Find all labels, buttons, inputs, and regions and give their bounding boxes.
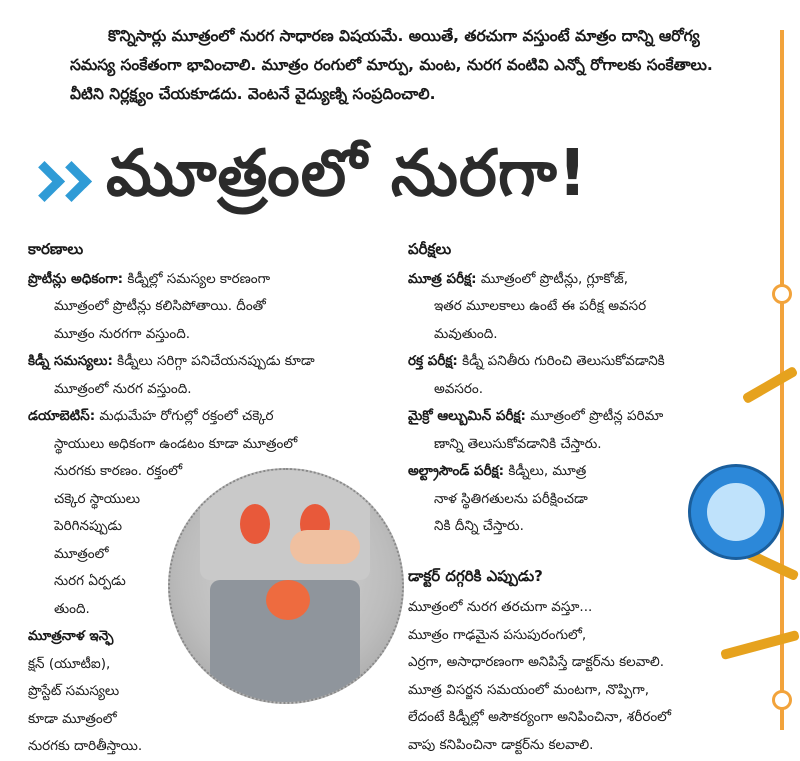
decorative-branch (742, 366, 799, 405)
intro-paragraph (70, 22, 750, 109)
doctor-heading: డాక్టర్ దగ్గరికి ఎప్పుడు? (408, 566, 543, 585)
decorative-ring-icon (772, 690, 792, 710)
page-title: మూత్రంలో నురగా! (106, 136, 588, 211)
cause-item: డయాబెటిస్: మధుమేహ రోగుల్లో రక్తంలో చక్కెర స్థాయులు అధికంగా ఉండటం కూడా మూత్రంలో నురగకు కారణం. రక్తంలో చక్కెర స్థాయులు పెరిగినప్పుడు మూత్రంలో నురగ ఏర్పడు తుంది. (28, 408, 298, 617)
doctor-line: ఎర్రగా, అసాధారణంగా అనిపిస్తే డాక్టర్‌ను కలవాలి. (408, 654, 665, 670)
bladder-icon (266, 580, 310, 620)
doctor-line: మూత్రం గాఢమైన పసుపురంగులో, (408, 626, 587, 643)
headline (30, 132, 770, 230)
cause-item: మూత్రనాళ ఇన్ఫె క్షన్ (యూటీఐ), ప్రొస్టేట్ సమస్యలు కూడా మూత్రంలో నురగకు దారితీస్తాయి. (28, 628, 143, 754)
decorative-ring-icon (772, 284, 792, 304)
test-item: మైక్రో ఆల్బుమిన్ పరీక్ష: మూత్రంలో ప్రొటీన్ల పరిమా ణాన్ని తెలుసుకోవడానికి చేస్తారు. (408, 408, 664, 452)
intro-text: కొన్నిసార్లు మూత్రంలో నురగ సాధారణ విషయమే. అయితే, తరచుగా వస్తుంటే మాత్రం దాన్ని ఆరోగ్య సమస్య సంకేతంగా భావించాలి. మూత్రం రంగులో మార్పు, మంట, నురగ వంటివి ఎన్నో రోగాలకు సంకేతాలు. వీటిని నిర్లక్ష్యం చేయకూడదు. వెంటనే వైద్యుణ్ని సంప్రదించాలి. (70, 27, 713, 103)
test-item: మూత్ర పరీక్ష: మూత్రంలో ప్రొటీన్లు, గ్లూకోజ్, ఇతర మూలకాలు ఉంటే ఈ పరీక్ష అవసర మవుతుంది. (408, 270, 647, 342)
tests-heading: పరీక్షలు (408, 240, 452, 258)
causes-heading: కారణాలు (28, 240, 84, 258)
doctor-line: వాపు కనిపించినా డాక్టర్‌ను కలవాలి. (408, 736, 594, 753)
cause-item: కిడ్నీ సమస్యలు: కిడ్నీలు సరిగ్గా పనిచేయనప్పుడు కూడా మూత్రంలో నురగ వస్తుంది. (28, 353, 315, 397)
double-chevron-right-icon (30, 167, 84, 196)
doctor-line: మూత్రంలో నురగ తరచుగా వస్తూ... (408, 599, 593, 615)
doctor-line: లేదంటే కిడ్నీల్లో అసౌకర్యంగా అనిపించినా, శరీరంలో (408, 709, 672, 725)
tests-section (408, 236, 748, 759)
test-item: అల్ట్రాసౌండ్ పరీక్ష: కిడ్నీలు, మూత్ర నాళ స్థితిగతులను పరీక్షించడా నికి దీన్ని చేస్తారు. (408, 463, 588, 534)
test-item: రక్త పరీక్ష: కిడ్నీ పనితీరు గురించి తెలుసుకోవడానికి అవసరం. (408, 353, 665, 397)
cause-item: ప్రొటీన్లు అధికంగా: కిడ్నీల్లో సమస్యల కారణంగా మూత్రంలో ప్రొటీన్లు కలిసిపోతాయి. దీంతో మూత్రం నురగగా వస్తుంది. (28, 270, 271, 342)
kidney-icon (240, 504, 270, 544)
doctor-line: మూత్ర విసర్జన సమయంలో మంటగా, నొప్పిగా, (408, 681, 649, 698)
abdomen-illustration (168, 468, 404, 704)
